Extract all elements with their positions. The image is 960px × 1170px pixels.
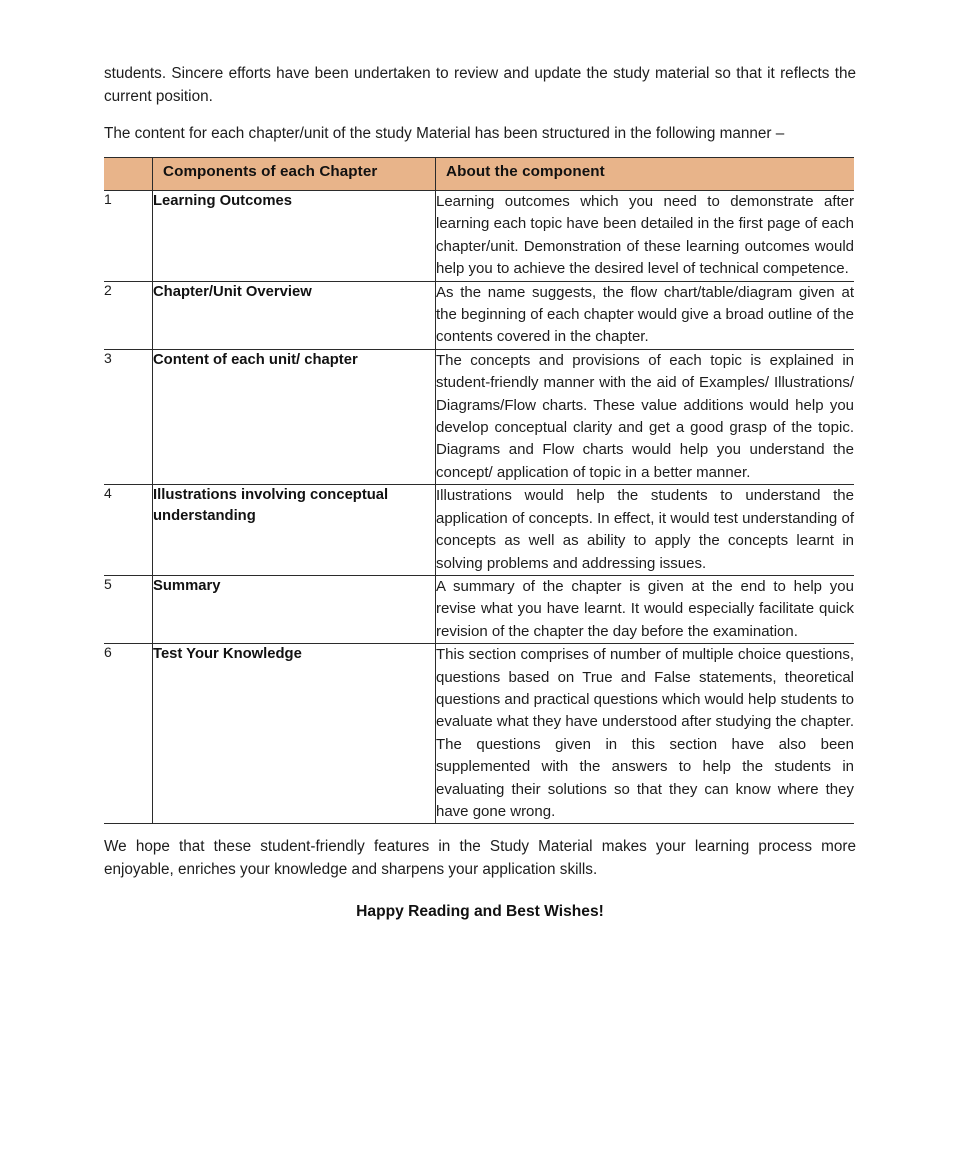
table-row [104, 349, 854, 484]
row-component: Illustrations involving conceptual understanding [153, 485, 436, 576]
row-component: Content of each unit/ chapter [153, 349, 436, 484]
table-header-row [104, 158, 854, 191]
row-about: Illustrations would help the students to understand the application of concepts. In effect, it would test understanding of concepts as well as ability to apply the concepts learnt in solving problems and addressing issues. [436, 485, 855, 576]
table-row [104, 191, 854, 282]
row-number: 6 [104, 644, 153, 824]
header-about-label: About the component [446, 163, 605, 180]
intro-paragraph-1: students. Sincere efforts have been undertaken to review and update the study material so that it reflects the current position. [104, 65, 856, 105]
row-component: Learning Outcomes [153, 191, 436, 282]
row-number: 3 [104, 349, 153, 484]
closing-paragraph: We hope that these student-friendly features in the Study Material makes your learning process more enjoyable, enriches your knowledge and sharpens your application skills. [104, 838, 856, 879]
row-about: Learning outcomes which you need to demonstrate after learning each topic have been detailed in the first page of each chapter/unit. Demonstration of these learning outcomes would help you to achieve the desired level of technical competence. [436, 191, 855, 282]
row-about: This section comprises of number of multiple choice questions, questions based on True and False statements, theoretical questions and practical questions which would help students to evaluate what they have understood after studying the chapter. The questions given in this section have also been supplemented with the answers to help the students in evaluating their solutions so that they can know where they have gone wrong. [436, 644, 855, 824]
chapter-structure-table [104, 157, 854, 824]
header-component-label: Components of each Chapter [163, 163, 378, 180]
header-cell-component [153, 158, 436, 191]
row-number: 4 [104, 485, 153, 576]
table-row [104, 485, 854, 576]
table-row [104, 575, 854, 643]
intro-paragraph-2: The content for each chapter/unit of the study Material has been structured in the following manner – [104, 125, 785, 142]
signoff-text: Happy Reading and Best Wishes! [356, 903, 604, 921]
closing-block [104, 835, 856, 921]
row-number: 5 [104, 575, 153, 643]
row-number: 2 [104, 281, 153, 349]
row-number: 1 [104, 191, 153, 282]
header-cell-number [104, 158, 153, 191]
row-about: A summary of the chapter is given at the end to help you revise what you have learnt. It would especially facilitate quick revision of the chapter the day before the examination. [436, 575, 855, 643]
row-component: Test Your Knowledge [153, 644, 436, 824]
row-about: As the name suggests, the flow chart/table/diagram given at the beginning of each chapter would give a broad outline of the contents covered in the chapter. [436, 281, 855, 349]
table-row [104, 281, 854, 349]
row-component: Summary [153, 575, 436, 643]
header-number-label [104, 158, 152, 168]
row-about: The concepts and provisions of each topic is explained in student-friendly manner with the aid of Examples/ Illustrations/ Diagrams/Flow charts. These value additions would help you develop conceptual clarity and get a good grasp of the topic. Diagrams and Flow charts would help you understand the concept/ application of topic in a better manner. [436, 349, 855, 484]
table-row [104, 644, 854, 824]
page-content [104, 62, 856, 921]
header-cell-about [436, 158, 855, 191]
row-component: Chapter/Unit Overview [153, 281, 436, 349]
